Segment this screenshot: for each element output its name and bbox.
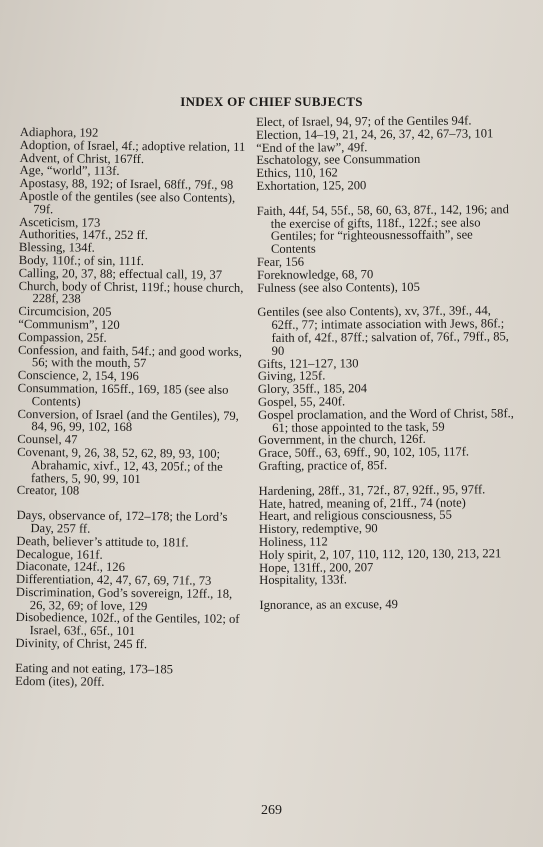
index-entry: Gentiles (see also Contents), xv, 37f., 39f., 44, 62ff., 77; intimate association with Jews, 86f.; faith of, 42f., 87ff.; salvation of, 76f., 79ff., 85, 90 bbox=[257, 303, 509, 358]
index-entry: Church, body of Christ, 119f.; house church, 228f, 238 bbox=[18, 278, 244, 306]
index-entry: Diaconate, 124f., 126 bbox=[16, 559, 125, 575]
index-entry: Eschatology, see Consummation bbox=[256, 152, 421, 168]
index-entry: Holiness, 112 bbox=[258, 534, 328, 549]
index-entry: Differentiation, 42, 47, 67, 69, 71f., 73 bbox=[15, 572, 212, 588]
index-entry: Creator, 108 bbox=[16, 483, 80, 498]
index-entry: “End of the law”, 49f. bbox=[256, 139, 368, 155]
index-entry: Compassion, 25f. bbox=[18, 329, 107, 345]
index-entry: Age, “world”, 113f. bbox=[19, 163, 120, 179]
index-entry: Calling, 20, 37, 88; effectual call, 19, 37 bbox=[18, 265, 223, 282]
index-entry: Heart, and religious consciousness, 55 bbox=[258, 507, 452, 524]
index-entry: Authorities, 147f., 252 ff. bbox=[18, 227, 148, 243]
index-entry: Apostle of the gentiles (see also Contents), 79f. bbox=[19, 188, 236, 217]
index-entry: Gospel proclamation, and the Word of Christ, 58f., 61; those appointed to the task, 59 bbox=[258, 405, 514, 435]
index-entry: Disobedience, 102f., of the Gentiles, 102; of Israel, 63f., 65f., 101 bbox=[15, 610, 240, 639]
index-entry: Hospitality, 133f. bbox=[259, 572, 347, 588]
index-entry: Advent, of Christ, 167ff. bbox=[19, 150, 145, 166]
index-entry: Elect, of Israel, 94, 97; of the Gentiles 94f. bbox=[255, 113, 472, 129]
index-entry: “Communism”, 120 bbox=[18, 316, 120, 332]
index-entry: History, redemptive, 90 bbox=[258, 521, 378, 537]
index-entry: Exhortation, 125, 200 bbox=[256, 178, 367, 193]
index-entry: Apostasy, 88, 192; of Israel, 68ff., 79f., 98 bbox=[19, 176, 234, 193]
index-entry: Fulness (see also Contents), 105 bbox=[257, 279, 420, 295]
page-number: 269 bbox=[261, 803, 282, 818]
index-entry: Hate, hatred, meaning of, 21ff., 74 (note) bbox=[258, 495, 466, 511]
index-column-right bbox=[256, 114, 519, 612]
index-entry: Covenant, 9, 26, 38, 52, 62, 89, 93, 100; Abrahamic, xivf., 12, 43, 205f.; of the fathers, 5, 90, 99, 101 bbox=[17, 444, 223, 486]
index-entry: Ignorance, as an excuse, 49 bbox=[259, 597, 398, 613]
index-entry: Blessing, 134f. bbox=[18, 240, 95, 255]
index-entry: Hardening, 28ff., 31, 72f., 87, 92ff., 95, 97ff. bbox=[258, 482, 486, 498]
index-entry: Adoption, of Israel, 4f.; adoptive relation, 11 bbox=[19, 137, 246, 154]
index-column-left bbox=[15, 126, 252, 689]
index-entry: Consummation, 165ff., 169, 185 (see also Contents) bbox=[17, 380, 229, 409]
index-entry: Government, in the church, 126f. bbox=[258, 432, 426, 448]
index-entry: Discrimination, God’s sovereign, 12ff., 18, 26, 32, 69; of love, 129 bbox=[15, 584, 233, 613]
index-entry: Conscience, 2, 154, 196 bbox=[17, 368, 139, 384]
index-entry: Asceticism, 173 bbox=[19, 214, 101, 230]
index-entry: Hope, 131ff., 200, 207 bbox=[259, 559, 374, 575]
index-entry: Decalogue, 161f. bbox=[16, 546, 103, 562]
index-entry: Conversion, of Israel (and the Gentiles), 79, 84, 96, 99, 102, 168 bbox=[17, 406, 239, 435]
page-title: INDEX OF CHIEF SUBJECTS bbox=[180, 94, 363, 109]
index-entry: Counsel, 47 bbox=[17, 432, 78, 447]
index-entry: Grafting, practice of, 85f. bbox=[258, 458, 388, 473]
index-entry: Gospel, 55, 240f. bbox=[257, 394, 346, 409]
index-entry: Divinity, of Christ, 245 ff. bbox=[15, 636, 148, 652]
index-entry: Death, believer’s attitude to, 181f. bbox=[16, 533, 189, 550]
index-entry: Days, observance of, 172–178; the Lord’s Day, 257 ff. bbox=[16, 508, 228, 536]
index-entry: Foreknowledge, 68, 70 bbox=[257, 266, 374, 282]
index-entry: Holy spirit, 2, 107, 110, 112, 120, 130, 213, 221 bbox=[259, 546, 502, 562]
index-entry: Glory, 35ff., 185, 204 bbox=[257, 381, 368, 397]
index-entry: Body, 110f.; of sin, 111f. bbox=[18, 252, 145, 269]
index-entry: Election, 14–19, 21, 24, 26, 37, 42, 67–73, 101 bbox=[256, 126, 494, 142]
index-entry: Circumcision, 205 bbox=[18, 304, 112, 319]
index-entry: Edom (ites), 20ff. bbox=[15, 673, 105, 689]
index-entry: Ethics, 110, 162 bbox=[256, 165, 338, 181]
index-entry: Fear, 156 bbox=[256, 254, 305, 269]
index-entry: Giving, 125f. bbox=[257, 368, 326, 384]
index-entry: Confession, and faith, 54f.; and good works, 56; with the mouth, 57 bbox=[17, 342, 242, 371]
index-entry: Gifts, 121–127, 130 bbox=[257, 355, 359, 371]
index-entry: Faith, 44f, 54, 55f., 58, 60, 63, 87f., 142, 196; and the exercise of gifts, 118f., 122f.; see also Gentiles; for “righteousnessoffaith”, see Contents bbox=[256, 202, 509, 257]
index-entry: Grace, 50ff., 63, 69ff., 90, 102, 105, 117f. bbox=[258, 444, 470, 461]
index-entry: Adiaphora, 192 bbox=[19, 125, 99, 140]
index-entry: Eating and not eating, 173–185 bbox=[15, 660, 174, 677]
